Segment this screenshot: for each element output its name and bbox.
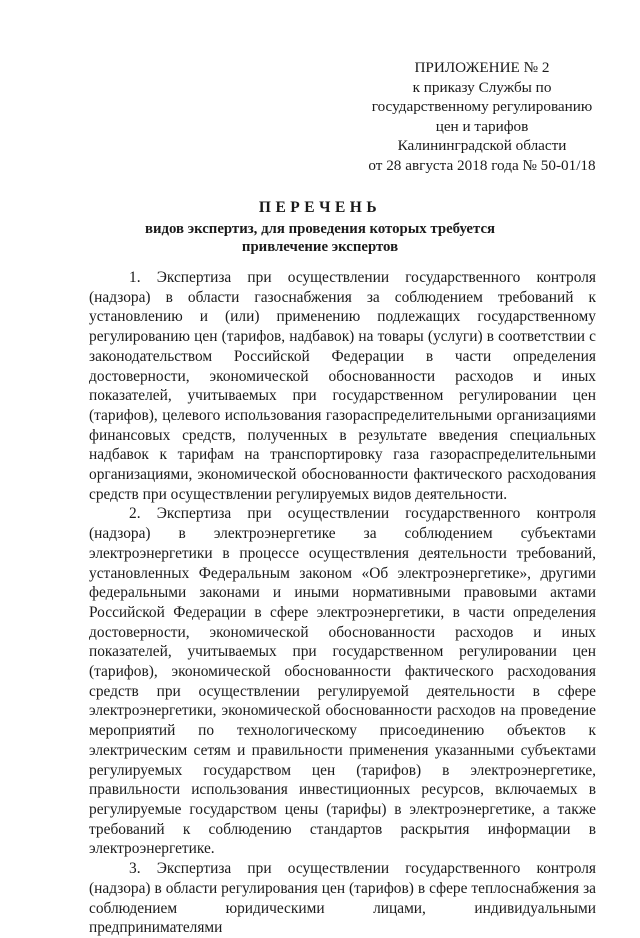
document-body <box>89 268 596 938</box>
appendix-line: от 28 августа 2018 года № 50-01/18 <box>368 156 596 174</box>
appendix-header <box>352 58 612 175</box>
list-item: 3. Экспертиза при осуществлении государственного контроля (надзора) в области регулирования цен (тарифов) в сфере теплоснабжения за соблюдением юридическими лицами, индивидуальными предпринимателями <box>89 860 596 937</box>
document-title: ПЕРЕЧЕНЬ <box>258 199 382 216</box>
appendix-line: цен и тарифов <box>435 117 529 135</box>
appendix-line: Калининградской области <box>397 137 567 154</box>
appendix-line: к приказу Службы по <box>412 78 552 96</box>
appendix-line: государственному регулированию <box>371 98 593 115</box>
document-subtitle <box>120 220 520 256</box>
subtitle-line: привлечение экспертов <box>241 239 399 255</box>
appendix-line: ПРИЛОЖЕНИЕ № 2 <box>414 59 550 76</box>
subtitle-line: видов экспертиз, для проведения которых требуется <box>144 221 496 237</box>
list-item: 2. Экспертиза при осуществлении государственного контроля (надзора) в электроэнергетике за соблюдением субъектами электроэнергетики в процессе осуществления деятельности требований, установленных Федеральным законом «Об электроэнергетике», другими федеральными законами и иными нормативными правовыми актами Российской Федерации в сфере электроэнергетики, в части определения достоверности, экономической обоснованности расходов и иных показателей, учитываемых при государственном регулировании цен (тарифов), экономической обоснованности фактического расходования средств при осуществлении регулируемой деятельности в сфере электроэнергетики, экономической обоснованности расходов на проведение мероприятий по технологическому присоединению объектов к электрическим сетям и правильности применения указанными субъектами регулируемых государством цен (тарифов) в электроэнергетике, правильности использования инвестиционных ресурсов, включаемых в регулируемые государством цены (тарифы) в электроэнергетике, а также требований к соблюдению стандартов раскрытия информации в электроэнергетике. <box>89 505 596 858</box>
list-item: 1. Экспертиза при осуществлении государственного контроля (надзора) в области газоснабжения за соблюдением требований к установлению и (или) применению подлежащих государственному регулированию цен (тарифов, надбавок) на товары (услуги) в соответствии с законодательством Российской Федерации в части определения достоверности, экономической обоснованности расходов и иных показателей, учитываемых при государственном регулировании цен (тарифов), целевого использования газораспределительными организациями финансовых средств, полученных в результате введения специальных надбавок к тарифам на транспортировку газа газораспределительными организациями, экономической обоснованности фактического расходования средств при осуществлении регулируемых видов деятельности. <box>89 269 596 503</box>
